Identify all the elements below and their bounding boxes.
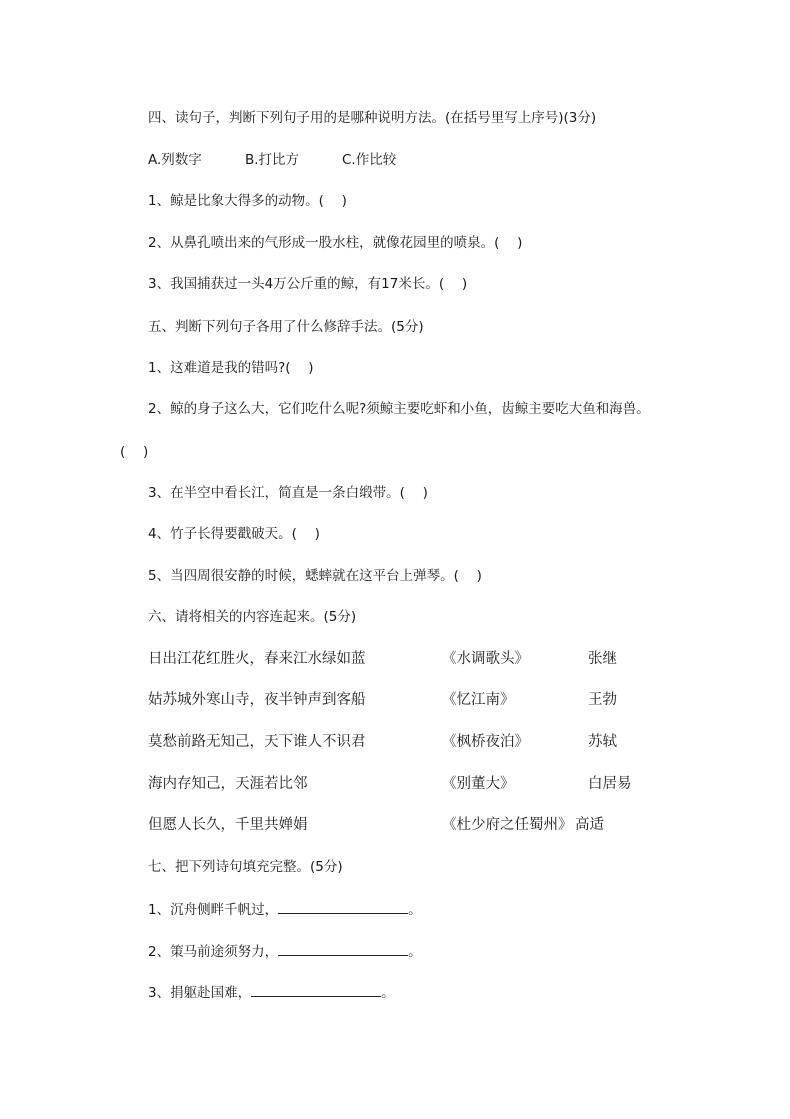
match-line-2: 姑苏城外寒山寺，夜半钟声到客船: [148, 692, 366, 708]
section-5-item-2: 2、鲸的身子这么大，它们吃什么呢?须鲸主要吃虾和小鱼，齿鲸主要吃大鱼和海兽。: [148, 401, 650, 417]
match-poem-3: 《枫桥夜泊》: [442, 734, 529, 750]
fill-item-3-prefix: 3、捐躯赴国难，: [148, 985, 252, 1001]
section-5-item-2-bracket: ( ): [120, 444, 149, 460]
match-poem-2: 《忆江南》: [442, 692, 515, 708]
section-5-item-3: 3、在半空中看长江，简直是一条白缎带。( ): [148, 485, 428, 501]
match-author-1: 张继: [588, 651, 617, 667]
match-author-5: 高适: [575, 817, 604, 833]
fill-blank-2[interactable]: [278, 942, 408, 956]
match-poem-1: 《水调歌头》: [442, 651, 529, 667]
match-line-5: 但愿人长久，千里共婵娟: [148, 817, 308, 833]
fill-item-2-suffix: 。: [408, 944, 422, 960]
fill-item-3-suffix: 。: [381, 985, 395, 1001]
match-author-4: 白居易: [588, 776, 632, 792]
match-line-1: 日出江花红胜火，春来江水绿如蓝: [148, 651, 366, 667]
fill-item-2-prefix: 2、策马前途须努力，: [148, 944, 279, 960]
match-author-2: 王勃: [588, 692, 617, 708]
section-5-item-5: 5、当四周很安静的时候，蟋蟀就在这平台上弹琴。( ): [148, 568, 482, 584]
section-4-item-1: 1、鲸是比象大得多的动物。( ): [148, 193, 347, 209]
section-6-title: 六、请将相关的内容连起来。(5分): [148, 609, 357, 625]
fill-item-1-prefix: 1、沉舟侧畔千帆过，: [148, 902, 279, 918]
section-5-title: 五、判断下列句子各用了什么修辞手法。(5分): [148, 319, 424, 335]
fill-item-1: [148, 900, 422, 919]
match-poem-4: 《别董大》: [442, 776, 515, 792]
section-4-item-3: 3、我国捕获过一头4万公斤重的鲸，有17米长。( ): [148, 276, 468, 292]
section-4-item-2: 2、从鼻孔喷出来的气形成一股水柱，就像花园里的喷泉。( ): [148, 235, 523, 251]
section-4-title: 四、读句子，判断下列句子用的是哪种说明方法。(在括号里写上序号)(3分): [148, 110, 597, 126]
match-line-4: 海内存知己，天涯若比邻: [148, 776, 308, 792]
fill-item-3: [148, 983, 395, 1002]
section-5-item-1: 1、这难道是我的错吗?( ): [148, 360, 314, 376]
fill-item-2: [148, 942, 422, 961]
option-b: B.打比方: [245, 152, 300, 168]
match-author-3: 苏轼: [588, 734, 617, 750]
section-5-item-4: 4、竹子长得要戳破天。( ): [148, 526, 320, 542]
match-poem-5: 《杜少府之任蜀州》: [442, 817, 573, 833]
section-7-title: 七、把下列诗句填充完整。(5分): [148, 859, 343, 875]
match-line-3: 莫愁前路无知己，天下谁人不识君: [148, 734, 366, 750]
fill-blank-1[interactable]: [278, 900, 408, 914]
option-a: A.列数字: [148, 152, 202, 168]
fill-item-1-suffix: 。: [408, 902, 422, 918]
fill-blank-3[interactable]: [251, 983, 381, 997]
option-c: C.作比较: [342, 152, 397, 168]
